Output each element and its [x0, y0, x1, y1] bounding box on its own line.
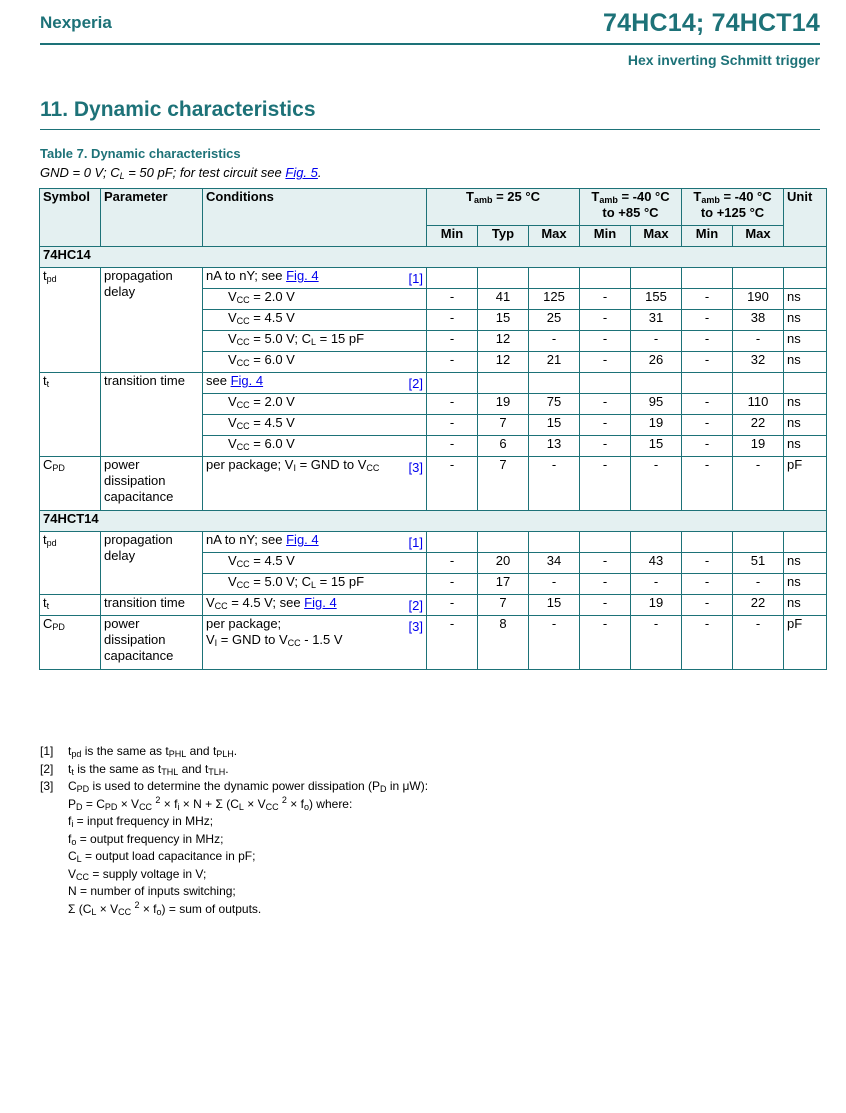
value-cell: - — [580, 352, 631, 373]
note-1: [1] $t_{pd}$ is the same as $t_{PHL}$ and $t_{PLH}$. — [40, 744, 238, 759]
product-title: 74HC14; 74HCT14 — [603, 9, 820, 37]
footnote-ref[interactable]: [3] — [408, 460, 423, 475]
value-cell: - — [682, 436, 733, 457]
value-cell: - — [427, 415, 478, 436]
section-divider — [40, 129, 820, 130]
value-cell: - — [427, 310, 478, 331]
value-cell: 15 — [529, 415, 580, 436]
value-cell: 7 — [478, 595, 529, 616]
value-cell: 26 — [631, 352, 682, 373]
subtitle-text: . — [317, 165, 322, 180]
value-cell: - — [529, 574, 580, 595]
value-cell: 19 — [631, 595, 682, 616]
value-cell: 17 — [478, 574, 529, 595]
value-cell: - — [733, 574, 784, 595]
value-cell: 43 — [631, 553, 682, 574]
value-cell: 15 — [529, 595, 580, 616]
parameter-transition-time: transition time — [101, 595, 203, 616]
parameter-propagation-delay: propagation delay — [101, 268, 203, 373]
condition-cell: $V_{CC} = 5.0$ V; $C_L = 15$ pF — [203, 331, 427, 352]
value-cell: - — [682, 310, 733, 331]
value-cell: 32 — [733, 352, 784, 373]
value-cell: - — [682, 574, 733, 595]
header-tamb-125: $T_{amb} = -40$ °C to +125 °C — [682, 189, 784, 226]
symbol-tpd: $t_{pd}$ — [40, 532, 101, 595]
value-cell: 20 — [478, 553, 529, 574]
symbol-cpd: $C_{PD}$ — [40, 457, 101, 511]
unit-cell: ns — [784, 553, 827, 574]
value-cell: 51 — [733, 553, 784, 574]
header-conditions: Conditions — [203, 189, 427, 247]
unit-cell: ns — [784, 574, 827, 595]
value-cell: - — [580, 595, 631, 616]
table-title: Table 7. Dynamic characteristics — [40, 146, 241, 161]
value-cell: - — [529, 457, 580, 511]
value-cell: - — [427, 331, 478, 352]
value-cell: 21 — [529, 352, 580, 373]
unit-cell: ns — [784, 595, 827, 616]
brand-name: Nexperia — [40, 13, 112, 32]
value-cell: 12 — [478, 352, 529, 373]
header-min: Min — [427, 226, 478, 247]
value-cell: - — [682, 331, 733, 352]
variable-definition: $C_L$ = output load capacitance in pF; — [68, 849, 256, 864]
parameter-propagation-delay: propagation delay — [101, 532, 203, 595]
value-cell: - — [682, 352, 733, 373]
condition-cell: $V_{CC} = 6.0$ V — [203, 436, 427, 457]
symbol-tpd: $t_{pd}$ — [40, 268, 101, 373]
value-cell: 38 — [733, 310, 784, 331]
value-cell: 41 — [478, 289, 529, 310]
value-cell: - — [427, 616, 478, 670]
unit-cell: ns — [784, 415, 827, 436]
value-cell: 6 — [478, 436, 529, 457]
parameter-transition-time: transition time — [101, 373, 203, 457]
unit-cell: ns — [784, 394, 827, 415]
header-max: Max — [529, 226, 580, 247]
condition-cell: $V_{CC} = 4.5$ V; see Fig. 4 [2] — [203, 595, 427, 616]
subtitle-text: = 50 pF; for test circuit see — [124, 165, 286, 180]
condition-cell: nA to nY; see Fig. 4 [1] — [203, 268, 427, 289]
dynamic-characteristics-table — [39, 188, 827, 670]
value-cell: - — [427, 394, 478, 415]
header-max: Max — [733, 226, 784, 247]
unit-cell: ns — [784, 436, 827, 457]
value-cell: 15 — [478, 310, 529, 331]
parameter-power-dissipation: power dissipation capacitance — [101, 616, 203, 670]
value-cell: - — [580, 310, 631, 331]
subtitle-text: GND = 0 V; C — [40, 165, 120, 180]
value-cell: 15 — [631, 436, 682, 457]
value-cell: 125 — [529, 289, 580, 310]
value-cell: - — [733, 457, 784, 511]
condition-cell: nA to nY; see Fig. 4 [1] — [203, 532, 427, 553]
value-cell: - — [529, 331, 580, 352]
value-cell: 19 — [478, 394, 529, 415]
value-cell: - — [580, 616, 631, 670]
fig4-link[interactable]: Fig. 4 — [286, 268, 319, 283]
footnote-ref[interactable]: [1] — [408, 271, 423, 286]
variable-definition: $f_i$ = input frequency in MHz; — [68, 814, 214, 829]
value-cell: 75 — [529, 394, 580, 415]
unit-cell: pF — [784, 616, 827, 670]
value-cell: - — [580, 574, 631, 595]
value-cell: 19 — [733, 436, 784, 457]
note-3: [3] $C_{PD}$ is used to determine the dynamic power dissipation ($P_D$ in μW): — [40, 779, 429, 794]
header-min: Min — [682, 226, 733, 247]
value-cell: - — [427, 352, 478, 373]
value-cell: 13 — [529, 436, 580, 457]
condition-cell: $V_{CC} = 4.5$ V — [203, 553, 427, 574]
condition-cell: per package; $V_I$ = GND to $V_{CC} - 1.5$ V [3] — [203, 616, 427, 670]
condition-cell: $V_{CC} = 5.0$ V; $C_L = 15$ pF — [203, 574, 427, 595]
value-cell: - — [733, 616, 784, 670]
value-cell: - — [427, 457, 478, 511]
value-cell: - — [631, 616, 682, 670]
footnote-ref[interactable]: [3] — [408, 619, 423, 634]
unit-cell: pF — [784, 457, 827, 511]
value-cell: 22 — [733, 595, 784, 616]
value-cell: 110 — [733, 394, 784, 415]
header-parameter: Parameter — [101, 189, 203, 247]
header-max: Max — [631, 226, 682, 247]
fig4-link[interactable]: Fig. 4 — [304, 595, 337, 610]
value-cell: - — [427, 595, 478, 616]
header-divider — [40, 43, 820, 45]
value-cell: - — [580, 289, 631, 310]
variable-definition: N = number of inputs switching; — [68, 884, 236, 898]
value-cell: - — [529, 616, 580, 670]
value-cell: - — [682, 289, 733, 310]
condition-cell: per package; $V_I$ = GND to $V_{CC}$ [3] — [203, 457, 427, 511]
symbol-cpd: $C_{PD}$ — [40, 616, 101, 670]
symbol-tt: $t_t$ — [40, 595, 101, 616]
table-notes — [40, 743, 428, 918]
value-cell: - — [580, 415, 631, 436]
header-typ: Typ — [478, 226, 529, 247]
value-cell: 8 — [478, 616, 529, 670]
value-cell: - — [682, 394, 733, 415]
value-cell: - — [733, 331, 784, 352]
fig4-link[interactable]: Fig. 4 — [286, 532, 319, 547]
header-unit: Unit — [784, 189, 827, 247]
unit-cell: ns — [784, 352, 827, 373]
value-cell: - — [682, 415, 733, 436]
value-cell: 19 — [631, 415, 682, 436]
condition-cell: $V_{CC} = 4.5$ V — [203, 415, 427, 436]
condition-cell: see Fig. 4 [2] — [203, 373, 427, 394]
group-header-74hct14: 74HCT14 — [40, 511, 827, 532]
header-tamb-85: $T_{amb} = -40$ °C to +85 °C — [580, 189, 682, 226]
value-cell: - — [427, 289, 478, 310]
condition-cell: $V_{CC} = 6.0$ V — [203, 352, 427, 373]
value-cell: 155 — [631, 289, 682, 310]
value-cell: - — [427, 553, 478, 574]
footnote-ref[interactable]: [2] — [408, 376, 423, 391]
value-cell: - — [427, 574, 478, 595]
symbol-tt: $t_t$ — [40, 373, 101, 457]
power-formula: $P_D = C_{PD} \times V_{CC}$ $^2 \times f_i \times N + \Sigma$ ($C_L \times V_{CC}$ $^2 \times f_o$) where: — [68, 794, 353, 812]
value-cell: - — [580, 331, 631, 352]
value-cell: - — [580, 394, 631, 415]
variable-definition: $V_{CC}$ = supply voltage in V; — [68, 866, 207, 882]
condition-cell: $V_{CC} = 4.5$ V — [203, 310, 427, 331]
value-cell: 7 — [478, 415, 529, 436]
footnote-ref[interactable]: [2] — [408, 598, 423, 613]
section-title: 11. Dynamic characteristics — [40, 98, 316, 121]
value-cell: 22 — [733, 415, 784, 436]
value-cell: - — [580, 436, 631, 457]
fig4-link[interactable]: Fig. 4 — [230, 373, 264, 388]
value-cell: - — [682, 457, 733, 511]
sum-definition: Σ ($C_L \times V_{CC}$ $^2 \times f_o$) = sum of outputs. — [68, 899, 262, 917]
header-min: Min — [580, 226, 631, 247]
header-tamb-25: $T_{amb} = 25$ °C — [427, 189, 580, 226]
table-subtitle — [40, 165, 322, 180]
value-cell: - — [631, 457, 682, 511]
footnote-ref[interactable]: [1] — [408, 535, 423, 550]
group-header-74hc14: 74HC14 — [40, 247, 827, 268]
value-cell: 7 — [478, 457, 529, 511]
unit-cell: ns — [784, 310, 827, 331]
value-cell: 34 — [529, 553, 580, 574]
unit-cell: ns — [784, 331, 827, 352]
unit-cell: ns — [784, 289, 827, 310]
value-cell: 95 — [631, 394, 682, 415]
value-cell: - — [580, 553, 631, 574]
value-cell: - — [631, 574, 682, 595]
header-symbol: Symbol — [40, 189, 101, 247]
subtitle-sub: L — [119, 171, 125, 181]
variable-definition: $f_o$ = output frequency in MHz; — [68, 831, 224, 847]
condition-cell: $V_{CC} = 2.0$ V — [203, 289, 427, 310]
product-subtitle: Hex inverting Schmitt trigger — [627, 52, 820, 68]
value-cell: - — [631, 331, 682, 352]
value-cell: 12 — [478, 331, 529, 352]
condition-cell: $V_{CC} = 2.0$ V — [203, 394, 427, 415]
note-2: [2] $t_t$ is the same as $t_{THL}$ and $t_{TLH}$. — [40, 761, 229, 777]
value-cell: - — [427, 436, 478, 457]
value-cell: - — [580, 457, 631, 511]
value-cell: 190 — [733, 289, 784, 310]
value-cell: 25 — [529, 310, 580, 331]
fig5-link[interactable]: Fig. 5 — [285, 165, 318, 180]
value-cell: - — [682, 553, 733, 574]
value-cell: 31 — [631, 310, 682, 331]
value-cell: - — [682, 616, 733, 670]
value-cell: - — [682, 595, 733, 616]
parameter-power-dissipation: power dissipation capacitance — [101, 457, 203, 511]
